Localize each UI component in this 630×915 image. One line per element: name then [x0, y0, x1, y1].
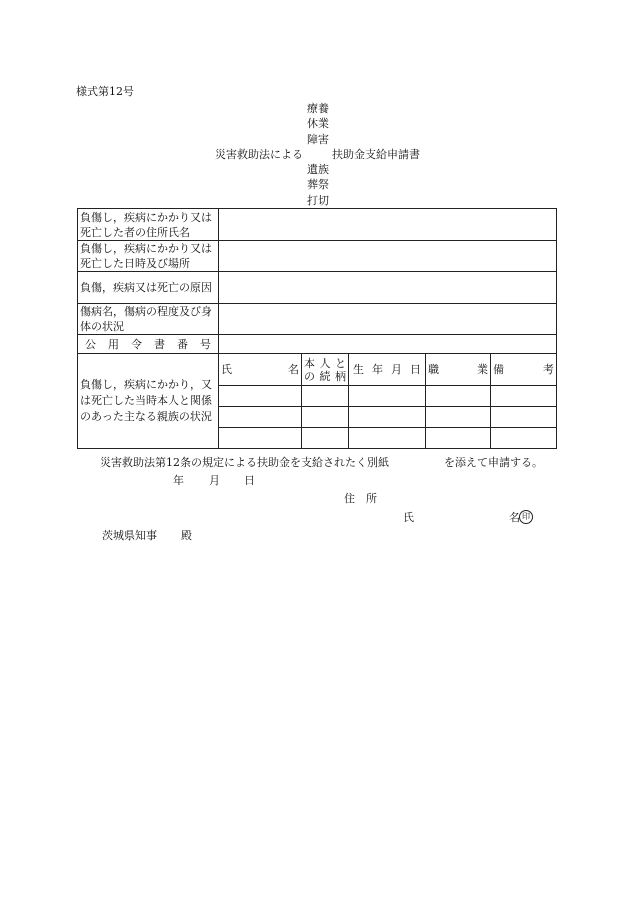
benefit-type: 障害: [307, 132, 329, 146]
family-cell[interactable]: [491, 428, 557, 449]
family-header-relation: 本人との続柄: [302, 354, 349, 386]
row-label-datetime-place: 負傷し，疾病にかかり又は死亡した日時及び場所: [78, 241, 219, 272]
family-header-job-second: 業: [477, 363, 488, 376]
family-header-name-first: 氏: [221, 363, 232, 376]
applicant-name-label-end: 名: [509, 511, 520, 524]
benefit-type: 療養: [307, 102, 329, 115]
statement-text-end: を添えて申請する。: [444, 456, 543, 469]
family-cell[interactable]: [491, 386, 557, 407]
family-cell[interactable]: [302, 407, 349, 428]
family-cell[interactable]: [349, 407, 426, 428]
addressee-office: 茨城県知事: [102, 529, 157, 542]
family-header-job-first: 職: [428, 363, 439, 376]
benefit-type: 打切: [307, 193, 329, 207]
benefit-type: 遺族: [307, 163, 329, 177]
family-header-name-second: 名: [288, 363, 299, 376]
family-cell[interactable]: [219, 428, 302, 449]
benefit-type: 葬祭: [307, 178, 329, 192]
row-label-official-number: 公用令書番号: [78, 335, 219, 354]
family-header-note: [491, 354, 557, 386]
title-prefix: 災害救助法による: [215, 148, 303, 161]
form-number: 様式第12号: [76, 85, 134, 98]
addressee-honorific: 殿: [181, 529, 192, 542]
row-label-address-name: 負傷し，疾病にかかり又は死亡した者の住所氏名: [78, 209, 219, 241]
date-month-label: 月: [209, 474, 220, 487]
row-label-injury: 傷病名，傷病の程度及び身体の状況: [78, 304, 219, 335]
application-form-table: [77, 208, 557, 449]
family-cell[interactable]: [426, 386, 491, 407]
family-cell[interactable]: [426, 428, 491, 449]
date-day-label: 日: [244, 474, 255, 487]
family-cell[interactable]: [302, 428, 349, 449]
row-label-family: 負傷し，疾病にかかり，又は死亡した当時本人と関係のあった主なる親族の状況: [78, 354, 219, 449]
injury-value[interactable]: [219, 304, 557, 335]
family-header-note-first: 備: [493, 363, 504, 376]
family-header-note-second: 考: [543, 363, 554, 376]
benefit-type: 休業: [307, 117, 329, 131]
family-header-birth: 生年月日: [349, 354, 426, 386]
applicant-address-label: 住 所: [344, 492, 377, 505]
family-cell[interactable]: [302, 386, 349, 407]
seal-icon: 印: [519, 510, 533, 524]
title-suffix: 扶助金支給申請書: [332, 148, 420, 161]
date-year-label: 年: [173, 474, 184, 487]
family-header-job: [426, 354, 491, 386]
family-cell[interactable]: [219, 407, 302, 428]
family-cell[interactable]: [426, 407, 491, 428]
row-label-cause: 負傷，疾病又は死亡の原因: [78, 272, 219, 304]
statement-text: 災害救助法第12条の規定による扶助金を支給されたく別紙: [100, 456, 389, 469]
family-cell[interactable]: [491, 407, 557, 428]
applicant-name-label: 氏: [403, 511, 414, 524]
family-cell[interactable]: [349, 428, 426, 449]
address-name-value[interactable]: [219, 209, 557, 241]
family-cell[interactable]: [219, 386, 302, 407]
official-number-value[interactable]: [219, 335, 557, 354]
family-header-name: [219, 354, 302, 386]
cause-value[interactable]: [219, 272, 557, 304]
datetime-place-value[interactable]: [219, 241, 557, 272]
family-cell[interactable]: [349, 386, 426, 407]
